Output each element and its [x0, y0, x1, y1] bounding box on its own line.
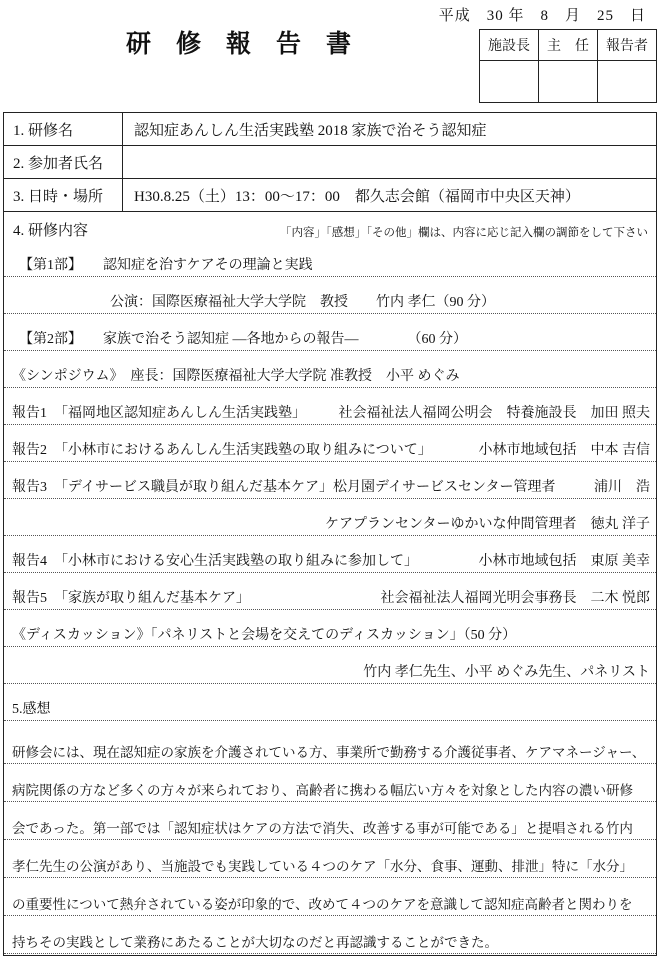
field-value-participants: [123, 146, 657, 179]
content-line-left: 【第1部】 認知症を治すケアその理論と実践: [12, 258, 313, 273]
content-line-right: 竹内 孝仁先生、小平 めぐみ先生、パネリスト: [363, 665, 650, 680]
content-line-report1: [4, 388, 656, 425]
impression-line-5: の重要性について熱弁されている姿が印象的で、改めて４つのケアを意識して認知症高齢者と関わりを: [4, 878, 656, 916]
content-line-part2: [4, 314, 656, 351]
content-line-left: 報告2 「小林市におけるあんしん生活実践塾の取り組みについて」: [12, 443, 432, 458]
content-line-right: 小林市地域包括 中本 吉信: [478, 443, 650, 458]
content-line-right: 社会福祉法人福岡光明会事務長 二木 悦郎: [380, 591, 650, 606]
content-line-left: 報告1 「福岡地区認知症あんしん生活実践塾」: [12, 406, 306, 421]
approval-sign-row: [480, 61, 657, 103]
content-line-part1: [4, 240, 656, 277]
content-line-right: ケアプランセンターゆかいな仲間管理者 徳丸 洋子: [325, 517, 650, 532]
section5-title-line: [4, 684, 656, 721]
section4-header: [4, 212, 656, 240]
content-line-left: 【第2部】 家族で治そう認知症 ―各地からの報告― （60 分）: [12, 332, 467, 347]
content-line-report3-cont: [4, 499, 656, 536]
approval-header-row: [480, 30, 657, 61]
approval-sign-cell-reporter: [598, 61, 657, 103]
approval-sign-cell-facility-head: [480, 61, 539, 103]
field-row-participants: [4, 146, 657, 179]
impression-line-4: 孝仁先生の公演があり、当施設でも実践している４つのケア「水分、食事、運動、排泄」特に「水分」: [4, 840, 656, 878]
field-value-date-place: H30.8.25（土）13：00～17：00 都久志会館（福岡市中央区天神）: [123, 179, 657, 212]
section4-note: 「内容」「感想」「その他」欄は、内容に応じ記入欄の調節をして下さい: [280, 227, 648, 239]
approval-sign-cell-chief: [539, 61, 598, 103]
impression-line-6: 持ちその実践として業務にあたることが大切なのだと再認識することができた。: [4, 916, 656, 954]
content-line-report4: [4, 536, 656, 573]
content-line-left: 報告4 「小林市における安心生活実践塾の取り組みに参加して」: [12, 554, 418, 569]
approval-header-reporter: 報告者: [598, 30, 657, 61]
page-title: 研 修 報 告 書: [126, 31, 352, 58]
content-line-report5: [4, 573, 656, 610]
approval-header-facility-head: 施設長: [480, 30, 539, 61]
main-table: [3, 112, 657, 956]
impression-line-1: 研修会には、現在認知症の家族を介護されている方、事業所で勤務する介護従事者、ケアマネージャー、: [4, 726, 656, 764]
content-line-report3: [4, 462, 656, 499]
approval-header-chief: 主 任: [539, 30, 598, 61]
content-line-left: 報告3 「デイサービス職員が取り組んだ基本ケア」松月園デイサービスセンター管理者: [12, 480, 556, 495]
field-label-date-place: 3. 日時・場所: [4, 179, 123, 212]
impression-line-2: 病院関係の方など多くの方々が来られており、高齢者に携わる幅広い方々を対象とした内容の濃い研修: [4, 764, 656, 802]
content-line-left: 公演：国際医療福祉大学大学院 教授 竹内 孝仁（90 分）: [12, 295, 495, 310]
field-label-training-name: 1. 研修名: [4, 113, 123, 146]
content-line-left: 報告5 「家族が取り組んだ基本ケア」: [12, 591, 250, 606]
content-line-symposium: [4, 351, 656, 388]
content-row: [4, 212, 657, 956]
content-line-lecture: [4, 277, 656, 314]
impression-line-3: 会であった。第一部では「認知症状はケアの方法で消失、改善する事が可能である」と提唱される竹内: [4, 802, 656, 840]
approval-table: [479, 29, 657, 103]
content-line-report2: [4, 425, 656, 462]
content-line-right: 浦川 浩: [594, 480, 650, 495]
report-header: [0, 0, 660, 112]
field-row-date-place: [4, 179, 657, 212]
content-line-left: 《シンポジウム》 座長：国際医療福祉大学大学院 准教授 小平 めぐみ: [12, 369, 460, 384]
content-line-discussion: [4, 610, 656, 647]
content-cell: [4, 212, 657, 956]
date-text: 平成 30 年 8 月 25 日: [438, 8, 646, 24]
content-line-right: 小林市地域包括 東原 美幸: [478, 554, 650, 569]
section5-title: 5.感想: [12, 702, 51, 717]
content-line-left: 《ディスカッション》「パネリストと会場を交えてのディスカッション」（50 分）: [12, 628, 517, 643]
content-line-panelists: [4, 647, 656, 684]
field-value-training-name: 認知症あんしん生活実践塾 2018 家族で治そう認知症: [123, 113, 657, 146]
content-line-right: 社会福祉法人福岡公明会 特養施設長 加田 照夫: [338, 406, 650, 421]
field-row-training-name: [4, 113, 657, 146]
field-label-participants: 2. 参加者氏名: [4, 146, 123, 179]
section4-title: 4. 研修内容: [13, 223, 89, 239]
